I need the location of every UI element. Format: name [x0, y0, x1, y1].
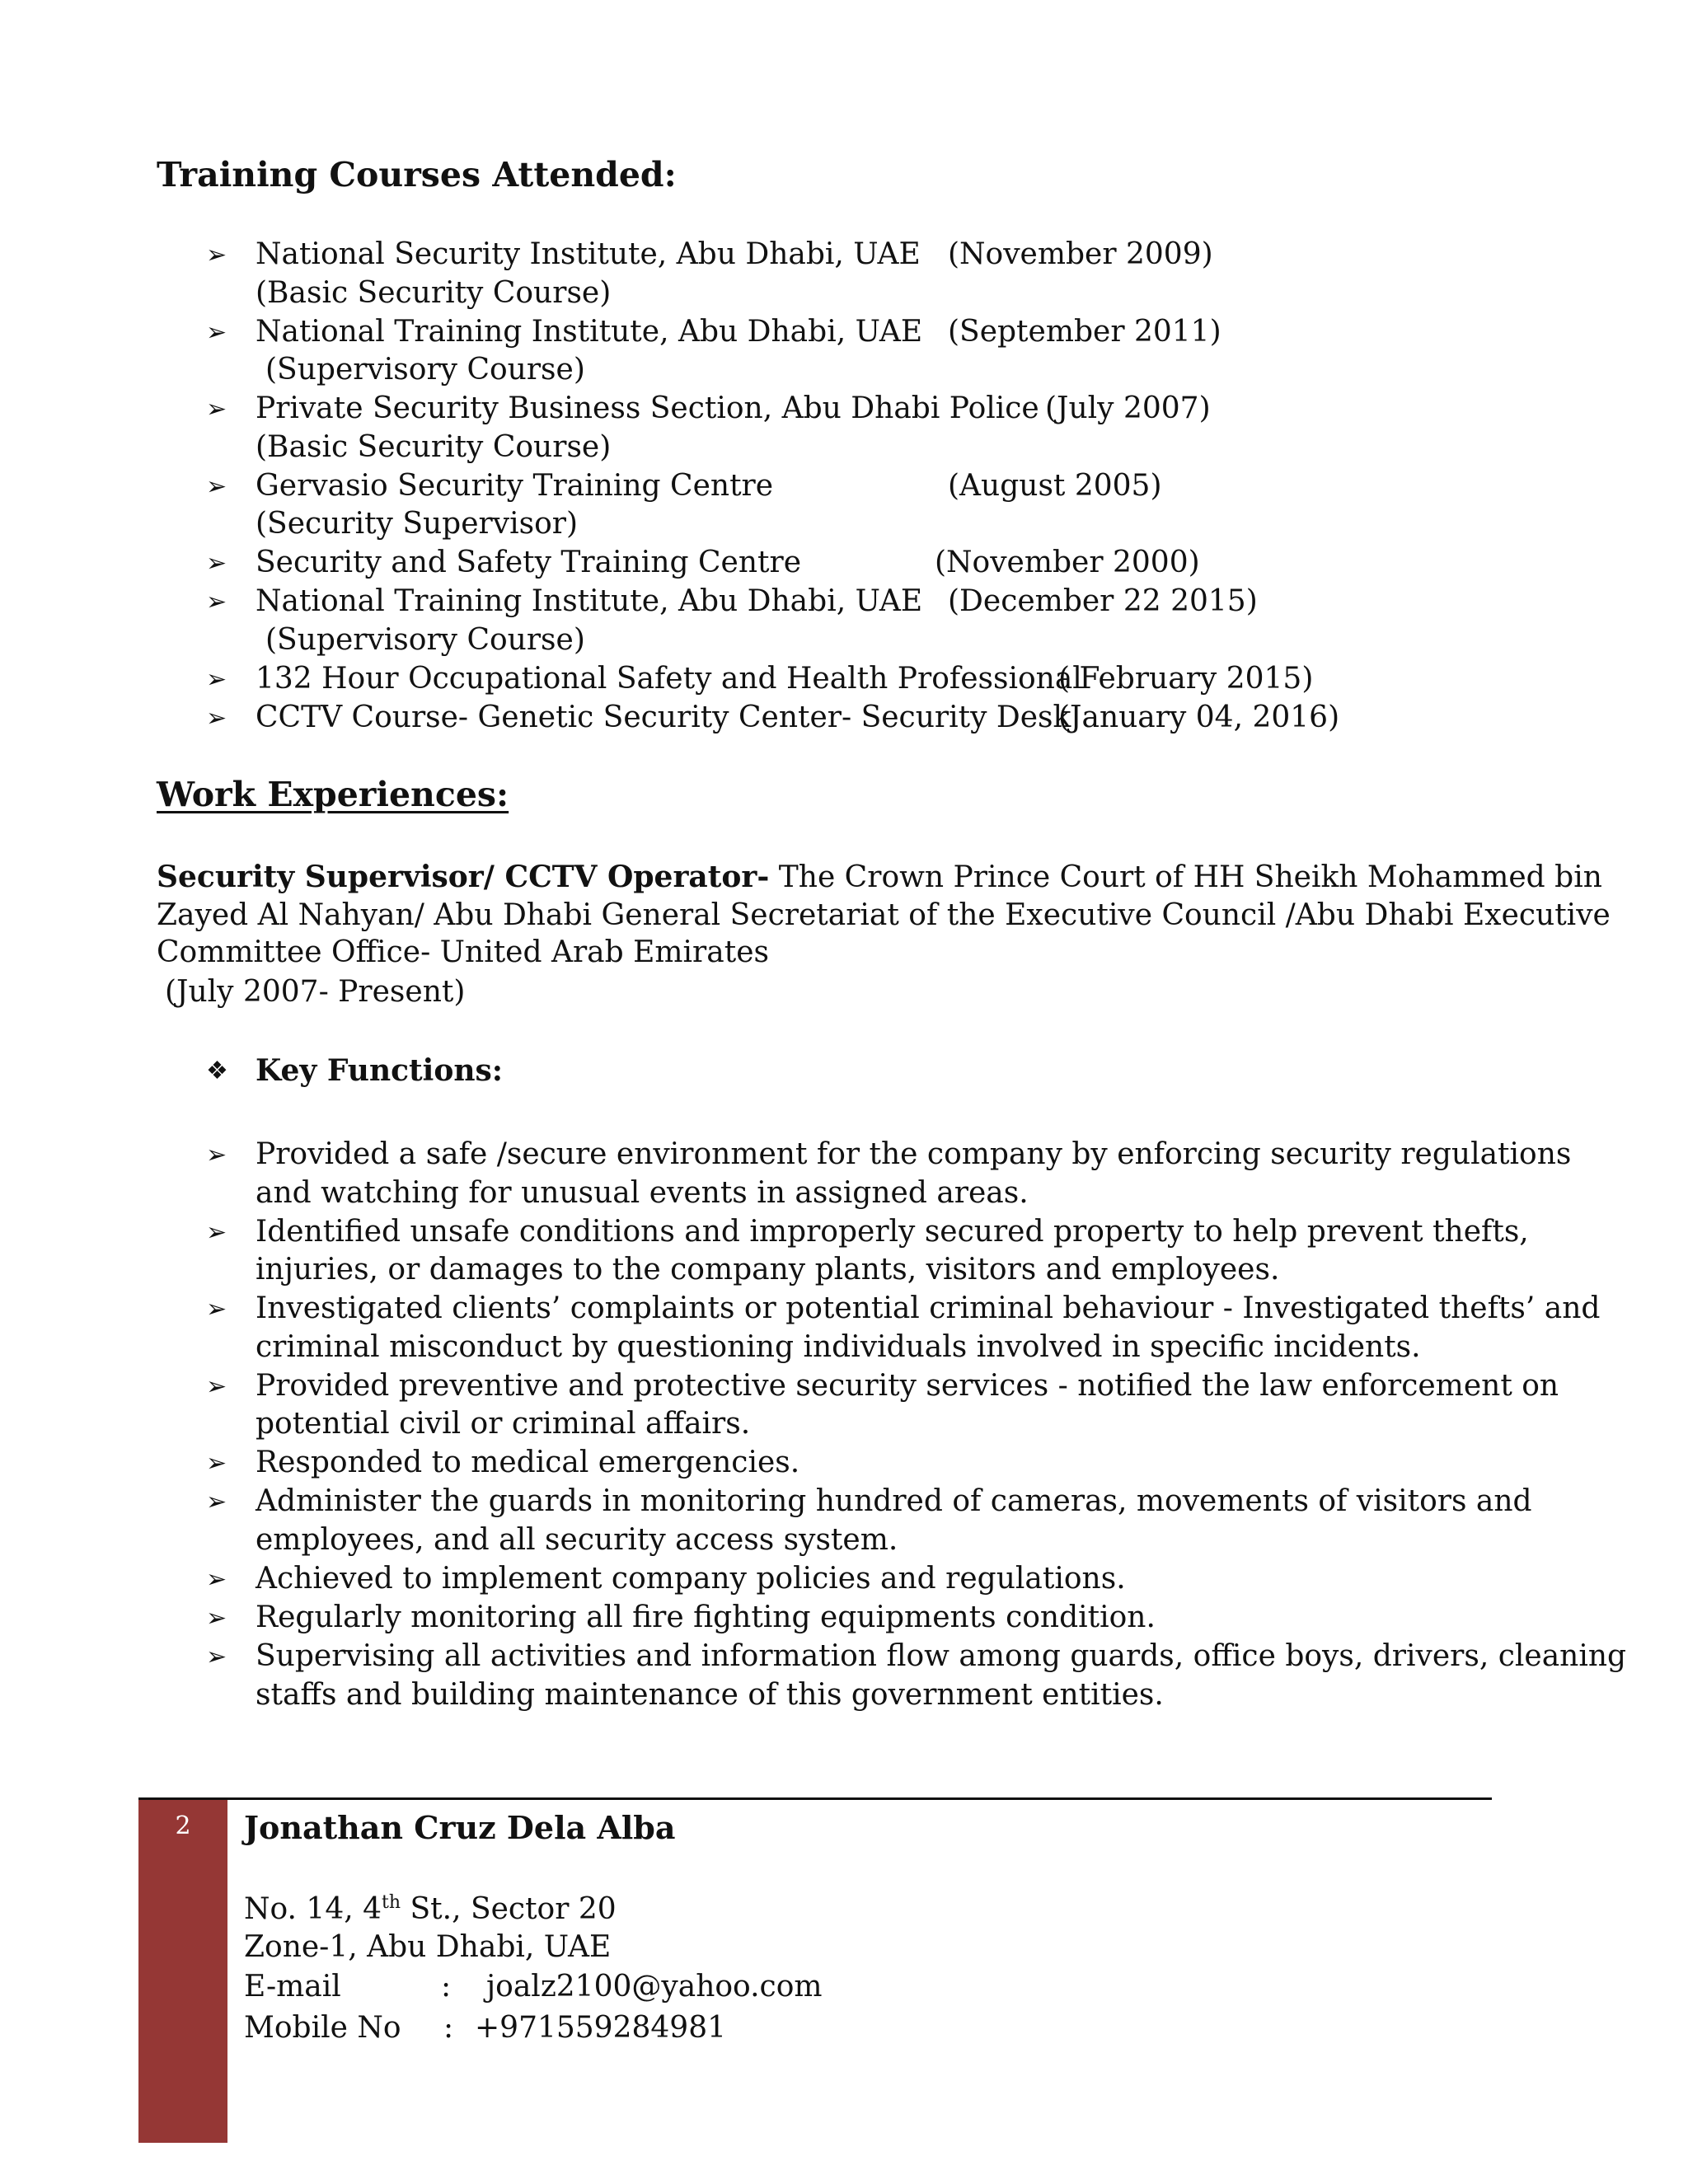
course-date: (September 2011): [948, 315, 1221, 349]
arrowhead-bullet-icon: ➢: [206, 549, 227, 578]
course-date: ( February 2015): [1058, 662, 1314, 696]
course-date: (December 22 2015): [948, 584, 1258, 618]
arrowhead-bullet-icon: ➢: [206, 1604, 227, 1633]
arrowhead-bullet-icon: ➢: [206, 704, 227, 733]
course-date: (July 2007): [1045, 391, 1211, 425]
footer-accent-bar: [138, 1800, 227, 2143]
function-item: Supervising all activities and information flow among guards, office boys, drivers, cleaning: [256, 1639, 1627, 1673]
course-subtitle: (Basic Security Course): [256, 430, 612, 464]
four-diamond-bullet-icon: ❖: [206, 1057, 228, 1085]
training-heading: Training Courses Attended:: [157, 155, 677, 194]
address-line-1: [244, 1892, 617, 1926]
arrowhead-bullet-icon: ➢: [206, 472, 227, 501]
mobile-label: Mobile No: [244, 2011, 401, 2045]
arrowhead-bullet-icon: ➢: [206, 1565, 227, 1594]
course-title: Gervasio Security Training Centre: [256, 469, 774, 503]
course-date: (January 04, 2016): [1058, 701, 1340, 734]
employer-line-3: Committee Office- United Arab Emirates: [157, 935, 769, 969]
arrowhead-bullet-icon: ➢: [206, 1643, 227, 1671]
function-item-cont: and watching for unusual events in assigned areas.: [256, 1176, 1029, 1210]
email-value[interactable]: joalz2100@yahoo.com: [486, 1970, 823, 2004]
function-item: Investigated clients’ complaints or potential criminal behaviour - Investigated thefts’ and: [256, 1291, 1601, 1325]
arrowhead-bullet-icon: ➢: [206, 1372, 227, 1401]
address-line-2: Zone-1, Abu Dhabi, UAE: [244, 1930, 612, 1964]
course-date: (November 2009): [948, 237, 1213, 271]
mobile-separator: :: [443, 2011, 454, 2045]
course-title: National Training Institute, Abu Dhabi, UAE: [256, 584, 923, 618]
arrowhead-bullet-icon: ➢: [206, 1488, 227, 1516]
function-item-cont: potential civil or criminal affairs.: [256, 1407, 751, 1441]
course-title: National Training Institute, Abu Dhabi, UAE: [256, 315, 923, 349]
employer-line-2: Zayed Al Nahyan/ Abu Dhabi General Secretariat of the Executive Council /Abu Dhabi Executive: [157, 898, 1611, 932]
arrowhead-bullet-icon: ➢: [206, 1295, 227, 1324]
address-prefix: No. 14, 4: [244, 1892, 382, 1926]
arrowhead-bullet-icon: ➢: [206, 241, 227, 269]
course-subtitle: (Supervisory Course): [265, 353, 585, 387]
position-title: Security Supervisor/ CCTV Operator-: [157, 860, 770, 894]
address-ordinal: th: [382, 1892, 401, 1913]
function-item: Regularly monitoring all fire fighting equipments condition.: [256, 1601, 1156, 1634]
course-title: Private Security Business Section, Abu Dhabi Police: [256, 391, 1039, 425]
course-title: 132 Hour Occupational Safety and Health Professional: [256, 662, 1082, 696]
address-suffix: St., Sector 20: [401, 1892, 617, 1926]
function-item: Achieved to implement company policies and regulations.: [256, 1562, 1126, 1596]
arrowhead-bullet-icon: ➢: [206, 665, 227, 694]
position-line: [157, 860, 1602, 894]
arrowhead-bullet-icon: ➢: [206, 1218, 227, 1247]
function-item: Provided a safe /secure environment for the company by enforcing security regulations: [256, 1137, 1572, 1171]
function-item: Responded to medical emergencies.: [256, 1446, 800, 1479]
course-title: Security and Safety Training Centre: [256, 546, 802, 579]
course-subtitle: (Supervisory Course): [265, 623, 585, 657]
function-item: Identified unsafe conditions and improperly secured property to help prevent thefts,: [256, 1215, 1529, 1249]
function-item-cont: criminal misconduct by questioning individuals involved in specific incidents.: [256, 1330, 1421, 1364]
function-item: Administer the guards in monitoring hundred of cameras, movements of visitors and: [256, 1484, 1532, 1518]
email-separator: :: [441, 1970, 452, 2004]
function-item-cont: employees, and all security access system.: [256, 1523, 898, 1557]
mobile-value: +971559284981: [475, 2011, 727, 2045]
arrowhead-bullet-icon: ➢: [206, 318, 227, 347]
course-subtitle: (Basic Security Course): [256, 276, 612, 310]
footer-rule: [138, 1797, 1492, 1800]
course-date: (August 2005): [948, 469, 1162, 503]
key-functions-label: Key Functions:: [256, 1053, 504, 1088]
footer-name: Jonathan Cruz Dela Alba: [244, 1809, 676, 1846]
course-title: National Security Institute, Abu Dhabi, UAE: [256, 237, 921, 271]
function-item-cont: staffs and building maintenance of this government entities.: [256, 1678, 1164, 1712]
course-subtitle: (Security Supervisor): [256, 507, 578, 541]
function-item: Provided preventive and protective security services - notified the law enforcement on: [256, 1369, 1559, 1403]
email-label: E-mail: [244, 1970, 341, 2004]
course-date: (November 2000): [935, 546, 1200, 579]
arrowhead-bullet-icon: ➢: [206, 1141, 227, 1169]
arrowhead-bullet-icon: ➢: [206, 1449, 227, 1478]
course-title: CCTV Course- Genetic Security Center- Security Desk: [256, 701, 1071, 734]
function-item-cont: injuries, or damages to the company plants, visitors and employees.: [256, 1253, 1280, 1286]
work-heading: Work Experiences:: [157, 775, 509, 814]
arrowhead-bullet-icon: ➢: [206, 395, 227, 424]
arrowhead-bullet-icon: ➢: [206, 588, 227, 616]
page-number: 2: [175, 1811, 191, 1840]
employment-period: (July 2007- Present): [165, 975, 466, 1009]
employer-line-1: The Crown Prince Court of HH Sheikh Mohammed bin: [769, 860, 1602, 894]
